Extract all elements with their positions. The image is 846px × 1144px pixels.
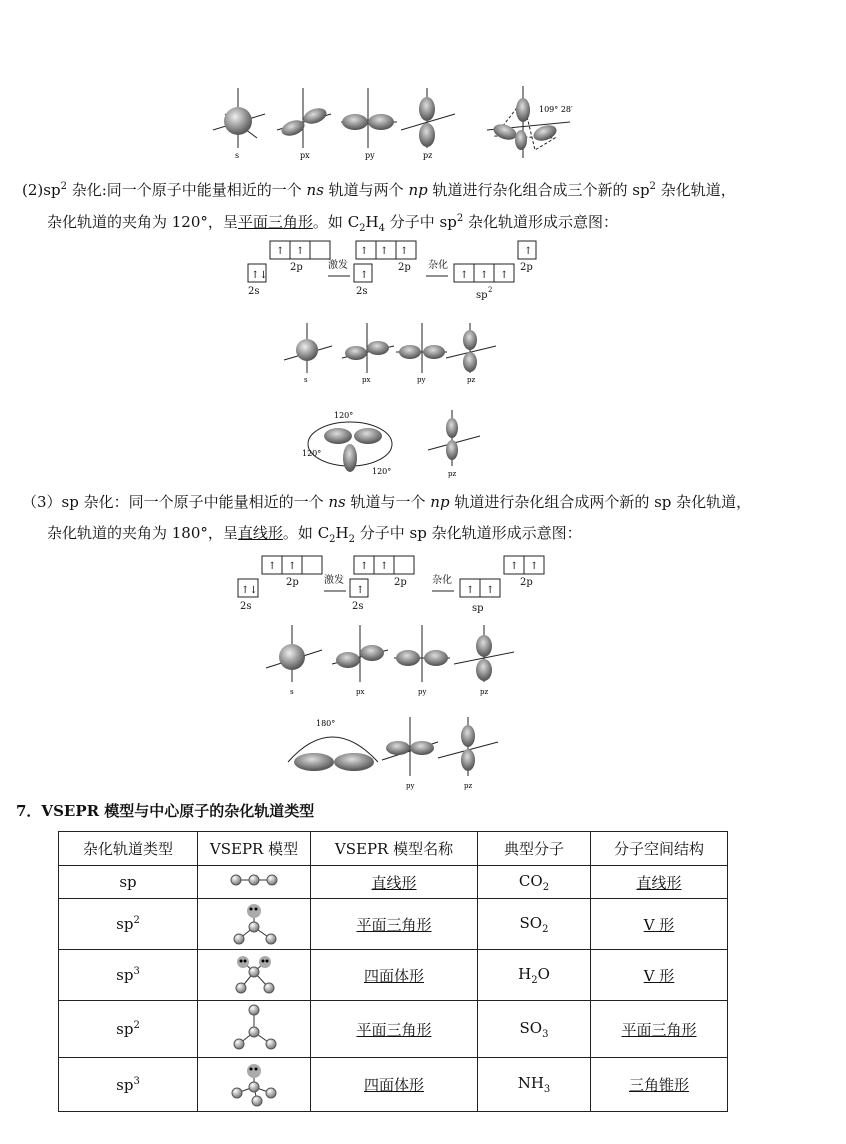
section-7-title: 7．VSEPR 模型与中心原子的杂化轨道类型	[16, 802, 315, 820]
trigonal-lonepair-model-icon	[198, 899, 311, 950]
svg-text:↑: ↑	[530, 561, 539, 572]
svg-text:pz: pz	[467, 376, 476, 384]
svg-text:2p: 2p	[520, 577, 533, 588]
svg-text:↑: ↑	[510, 561, 519, 572]
s-orbital	[213, 88, 265, 160]
svg-text:↑: ↑	[466, 585, 475, 596]
table-row: $sp^3$ 四面体形 $H_2O$ V 形	[59, 950, 728, 1001]
svg-text:2p: 2p	[398, 262, 411, 273]
s-label: s	[235, 151, 240, 160]
svg-text:2s: 2s	[356, 286, 368, 297]
svg-text:↑: ↑	[360, 270, 369, 281]
pz-orbital	[401, 88, 455, 160]
svg-text:↑: ↑	[380, 561, 389, 572]
sp3-tetrahedron	[487, 86, 573, 158]
svg-text:sp: sp	[472, 603, 484, 614]
svg-text:↑↓: ↑↓	[241, 585, 258, 596]
table-row: $sp^2$ 平面三角形 $SO_3$ 平面三角形	[59, 1001, 728, 1058]
svg-text:pz: pz	[448, 470, 457, 478]
svg-text:↑: ↑	[268, 561, 277, 572]
table-row: sp 直线形 $CO_2$ 直线形	[59, 866, 728, 899]
svg-text:120°: 120°	[372, 467, 392, 476]
svg-text:杂化: 杂化	[428, 260, 448, 271]
svg-text:pz: pz	[480, 688, 489, 696]
sp2-line-1: $(2)sp^2$ 杂化:同一个原子中能量相近的一个 ns 轨道与两个 np 轨道进行杂化组合成三个新的 $sp^2$ 杂化轨道，	[22, 181, 736, 199]
svg-text:激发: 激发	[324, 575, 344, 586]
svg-text:2s: 2s	[248, 286, 260, 297]
svg-text:2p: 2p	[394, 577, 407, 588]
svg-text:↑: ↑	[360, 561, 369, 572]
svg-text:2p: 2p	[520, 262, 533, 273]
sp2-electron-diagram	[240, 238, 540, 302]
linear-model-icon	[198, 866, 311, 899]
svg-text:pz: pz	[464, 782, 473, 790]
svg-text:2p: 2p	[290, 262, 303, 273]
svg-text:激发: 激发	[328, 260, 348, 271]
sp2-shape: 平面三角形	[237, 213, 313, 231]
tetra-angle: 109° 28′	[539, 105, 573, 114]
table-header-row	[59, 832, 728, 866]
table-row: $sp^2$ 平面三角形 $SO_2$ V 形	[59, 899, 728, 950]
pz-label: pz	[423, 151, 433, 160]
svg-text:px: px	[356, 688, 365, 696]
sp-line-1: （3）sp 杂化：同一个原子中能量相近的一个 ns 轨道与一个 np 轨道进行杂化组合成两个新的 sp 杂化轨道，	[22, 493, 752, 511]
svg-text:120°: 120°	[334, 411, 354, 420]
svg-text:↑↓: ↑↓	[251, 270, 268, 281]
svg-text:↑: ↑	[400, 246, 409, 257]
svg-text:120°: 120°	[302, 449, 322, 458]
trigonal-pyramidal-model-icon	[198, 1058, 311, 1112]
sp-shape: 直线形	[237, 524, 283, 542]
svg-text:s: s	[290, 688, 294, 696]
sp-linear-figure	[282, 712, 512, 792]
svg-text:py: py	[418, 688, 427, 696]
trigonal-planar-model-icon	[198, 1001, 311, 1058]
table-row: $sp^3$ 四面体形 $NH_3$ 三角锥形	[59, 1058, 728, 1112]
py-label: py	[365, 151, 375, 160]
px-label: px	[300, 151, 310, 160]
svg-text:2p: 2p	[286, 577, 299, 588]
svg-text:↑: ↑	[360, 246, 369, 257]
sp-orbitals-row	[262, 620, 522, 700]
svg-text:↑: ↑	[380, 246, 389, 257]
svg-text:s: s	[304, 376, 308, 384]
svg-text:↑: ↑	[296, 246, 305, 257]
svg-text:↑: ↑	[524, 246, 533, 257]
svg-text:↑: ↑	[276, 246, 285, 257]
svg-text:↑: ↑	[480, 270, 489, 281]
sp2-trigonal-figure	[300, 408, 500, 480]
sp3-orbitals-figure	[205, 78, 585, 168]
py-orbital	[341, 88, 397, 160]
svg-text:180°: 180°	[316, 719, 336, 728]
tetrahedral-two-lonepair-model-icon	[198, 950, 311, 1001]
sp-line-2: 杂化轨道的夹角为 180°，呈直线形。如 $C_2H_2$ 分子中 sp 杂化轨道形成示意图：	[47, 524, 582, 545]
svg-text:sp: sp	[476, 290, 488, 301]
vsepr-table	[58, 831, 728, 1112]
svg-text:↑: ↑	[460, 270, 469, 281]
sp-electron-diagram	[234, 553, 554, 617]
header-cell: 典型分子	[478, 832, 591, 866]
sp2-orbitals-row	[282, 318, 512, 388]
px-orbital	[277, 88, 331, 160]
svg-text:↑: ↑	[486, 585, 495, 596]
svg-text:py: py	[417, 376, 426, 384]
svg-text:py: py	[406, 782, 415, 790]
svg-text:px: px	[362, 376, 371, 384]
svg-text:↑: ↑	[500, 270, 509, 281]
header-cell: VSEPR 模型名称	[311, 832, 478, 866]
header-cell: 分子空间结构	[591, 832, 728, 866]
svg-text:杂化: 杂化	[432, 575, 452, 586]
sp2-line-2: 杂化轨道的夹角为 120°，呈平面三角形。如 $C_2H_4$ 分子中 $sp^2$ 杂化轨道形成示意图：	[47, 213, 619, 234]
svg-text:2s: 2s	[352, 601, 364, 612]
header-cell: 杂化轨道类型	[59, 832, 198, 866]
header-cell: VSEPR 模型	[198, 832, 311, 866]
svg-text:2s: 2s	[240, 601, 252, 612]
svg-text:2: 2	[488, 286, 493, 294]
svg-text:↑: ↑	[288, 561, 297, 572]
svg-text:↑: ↑	[356, 585, 365, 596]
